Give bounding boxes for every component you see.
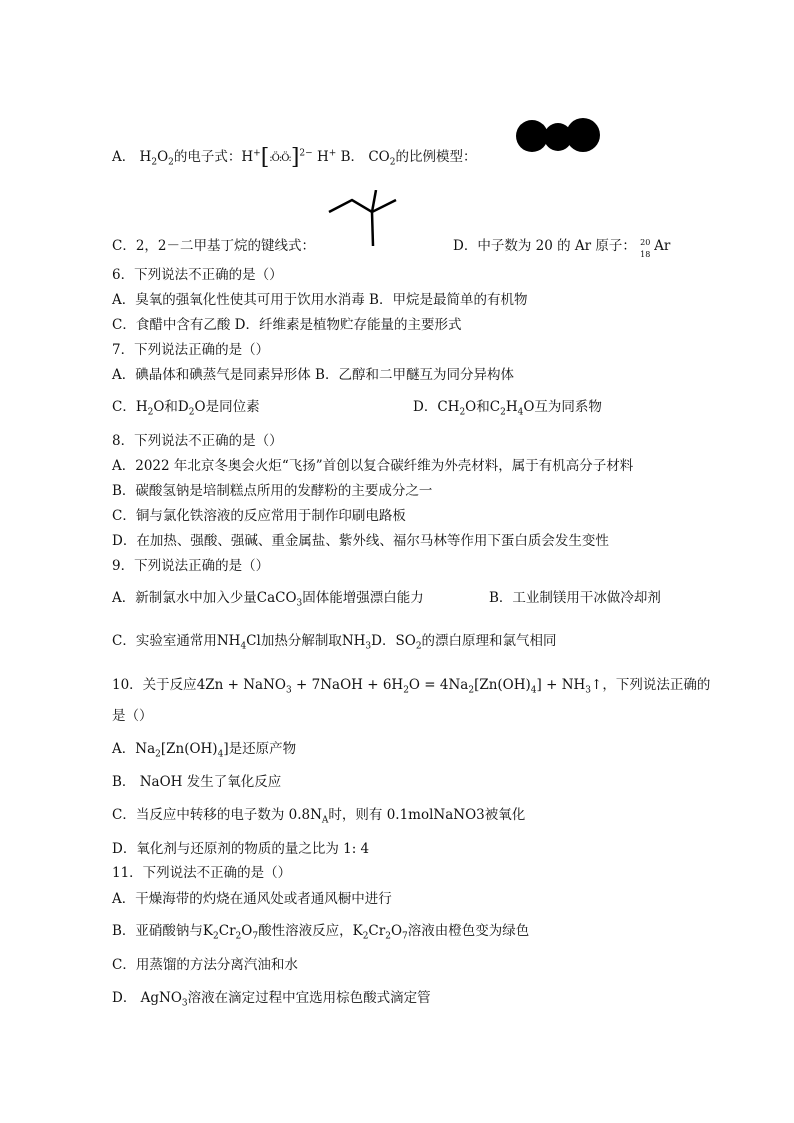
- subscript: 2: [188, 407, 195, 418]
- equation-part: [Zn(OH): [474, 677, 531, 693]
- formula-part: NH: [341, 633, 366, 649]
- subscript: 2: [213, 931, 219, 942]
- subscript: 2: [235, 931, 242, 942]
- q11-option-c: C．用蒸馏的方法分离汽油和水: [112, 957, 298, 973]
- equation-part: 4Zn + NaNO: [196, 677, 286, 693]
- q9-stem: 9．下列说法正确的是（）: [112, 558, 270, 574]
- co2-space-filling-model: [515, 116, 601, 156]
- q11-option-a: A．干燥海带的灼烧在通风处或者通风橱中进行: [112, 891, 392, 907]
- option-text: 溶液在滴定过程中宜选用棕色酸式滴定管: [187, 990, 431, 1006]
- subscript: 3: [181, 998, 188, 1009]
- left-bracket: [: [260, 145, 270, 170]
- subscript: A: [321, 815, 329, 826]
- formula-part: O: [390, 923, 403, 939]
- q9-option-a: [112, 589, 424, 607]
- formula-part: CO: [368, 149, 390, 165]
- subscript: 2: [362, 931, 369, 942]
- option-label: D．: [371, 633, 396, 649]
- formula-part: Cl加热分解制取: [246, 633, 342, 649]
- formula-part: O: [157, 149, 169, 165]
- formula-part: O互为同系物: [523, 399, 602, 415]
- subscript: 2: [151, 157, 158, 168]
- q10-stem-cont: 是（）: [112, 708, 153, 724]
- option-b-text: 的比例模型：: [395, 149, 477, 165]
- q6-options-ab: A．臭氧的强氧化性使其可用于饮用水消毒 B．甲烷是最简单的有机物: [112, 292, 528, 308]
- equation-part: ] + NH: [536, 677, 586, 693]
- option-c-text: C．2，2－二甲基丁烷的键线式：: [112, 238, 316, 254]
- q11-stem: 11．下列说法不正确的是（）: [112, 865, 292, 881]
- formula-part: O和D: [153, 399, 189, 415]
- q8-stem: 8．下列说法不正确的是（）: [112, 433, 283, 449]
- subscript: 2: [403, 685, 409, 696]
- option-line-cd: [112, 237, 315, 255]
- q7-options-ab: A．碘晶体和碘蒸气是同素异形体 B．乙醇和二甲醚互为同分异构体: [112, 367, 514, 383]
- subscript: 3: [286, 685, 292, 696]
- subscript: 2: [155, 749, 161, 760]
- q7-option-d: [413, 398, 602, 416]
- subscript: 4: [530, 685, 537, 696]
- q10-option-d: D．氧化剂与还原剂的物质的量之比为 1: 4: [112, 841, 370, 857]
- right-bracket: ]: [290, 145, 300, 170]
- subscript: 2: [168, 157, 174, 168]
- equation-part: O = 4Na: [408, 677, 469, 693]
- atomic-number: 18: [640, 249, 651, 259]
- q9-option-b: B．工业制镁用干冰做冷却剂: [489, 590, 661, 606]
- option-d-text: D．中子数为 20 的 Ar 原子：: [453, 238, 636, 254]
- element-symbol: Ar: [654, 238, 671, 254]
- option-text: C．实验室通常用: [112, 633, 217, 649]
- option-text: 固体能增强漂白能力: [302, 590, 424, 606]
- subscript: 7: [252, 931, 259, 942]
- q9-option-cd: [112, 632, 557, 650]
- superscript: +: [328, 148, 337, 159]
- formula-part: Na: [135, 741, 156, 757]
- option-text: A．新制氯水中加入少量: [112, 590, 257, 606]
- stem-text: ，下列说法正确的: [602, 677, 711, 693]
- superscript: +: [253, 148, 261, 159]
- skeletal-formula-image: [326, 190, 406, 250]
- q10-option-a: [112, 740, 296, 758]
- option-text: 的漂白原理和氯气相同: [421, 633, 557, 649]
- subscript: 2: [500, 407, 506, 418]
- formula-part: H: [316, 149, 329, 165]
- subscript: 2: [147, 407, 154, 418]
- subscript: 3: [296, 598, 303, 609]
- stem-text: 10．关于反应: [112, 677, 197, 693]
- option-text: C．当反应中转移的电子数为 0.8N: [112, 807, 322, 823]
- subscript: 2: [415, 641, 422, 652]
- subscript: 4: [517, 407, 524, 418]
- q8-option-c: C．铜与氯化铁溶液的反应常用于制作印刷电路板: [112, 508, 406, 524]
- option-a-label: A．: [112, 149, 136, 165]
- option-b-label: B．: [340, 149, 365, 165]
- q6-options-cd: C．食醋中含有乙酸 D．纤维素是植物贮存能量的主要形式: [112, 317, 462, 333]
- q11-option-b: [112, 922, 529, 940]
- option-d: [453, 237, 671, 259]
- q10-option-c: [112, 806, 525, 824]
- q11-option-d: [112, 989, 431, 1007]
- charge: 2−: [299, 148, 313, 159]
- formula-part: H: [135, 399, 148, 415]
- formula-part: H: [139, 149, 152, 165]
- formula-part: Cr: [368, 923, 386, 939]
- formula-part: O: [241, 923, 253, 939]
- option-text: 酸性溶液反应，: [258, 923, 353, 939]
- option-label: C．: [112, 399, 136, 415]
- subscript: 2: [385, 931, 391, 942]
- gas-arrow: ↑: [591, 677, 603, 693]
- option-label: D．: [413, 399, 438, 415]
- electron-dots: :Ö:Ö:: [269, 153, 291, 164]
- formula-part: NH: [216, 633, 241, 649]
- q10-stem: [112, 676, 710, 694]
- q8-option-d: D．在加热、强酸、强碱、重金属盐、紫外线、福尔马林等作用下蛋白质会发生变性: [112, 533, 609, 549]
- subscript: 2: [459, 407, 466, 418]
- q7-option-c: [112, 398, 260, 416]
- formula-part: H: [241, 149, 254, 165]
- option-text: D． AgNO: [112, 990, 182, 1006]
- formula-part: Cr: [218, 923, 236, 939]
- subscript: 7: [402, 931, 408, 942]
- option-label: A．: [112, 741, 136, 757]
- subscript: 4: [217, 749, 224, 760]
- q8-option-b: B．碳酸氢钠是培制糕点所用的发酵粉的主要成分之一: [112, 483, 433, 499]
- formula-part: CH: [437, 399, 460, 415]
- q10-option-b: B． NaOH 发生了氧化反应: [112, 774, 282, 790]
- option-text: ]是还原产物: [223, 741, 297, 757]
- q6-stem: 6．下列说法不正确的是（）: [112, 267, 283, 283]
- formula-part: O是同位素: [194, 399, 260, 415]
- subscript: 3: [365, 641, 372, 652]
- formula-part: H: [505, 399, 518, 415]
- subscript: 3: [585, 685, 592, 696]
- option-text: B．亚硝酸钠与: [112, 923, 203, 939]
- mass-number: 20: [640, 237, 651, 247]
- q8-option-a: A．2022 年北京冬奥会火炬“飞扬”首创以复合碳纤维为外壳材料，属于有机高分子材料: [112, 458, 634, 474]
- subscript: 2: [389, 157, 396, 168]
- formula-part: [Zn(OH): [160, 741, 218, 757]
- option-text: 时，则有 0.1molNaNO3被氧化: [328, 807, 526, 823]
- subscript: 4: [240, 641, 247, 652]
- formula-part: K: [202, 923, 214, 939]
- equation-part: + 7NaOH + 6H: [291, 677, 404, 693]
- formula-part: CaCO: [256, 590, 297, 606]
- option-text: 溶液由橙色变为绿色: [407, 923, 530, 939]
- formula-part: O和C: [465, 399, 501, 415]
- option-a-text: 的电子式：: [173, 149, 242, 165]
- subscript: 2: [468, 685, 475, 696]
- q7-stem: 7．下列说法正确的是（）: [112, 342, 270, 358]
- formula-part: K: [352, 923, 363, 939]
- isotope-notation: [640, 237, 654, 259]
- formula-part: SO: [395, 633, 416, 649]
- option-line-ab: [112, 146, 476, 168]
